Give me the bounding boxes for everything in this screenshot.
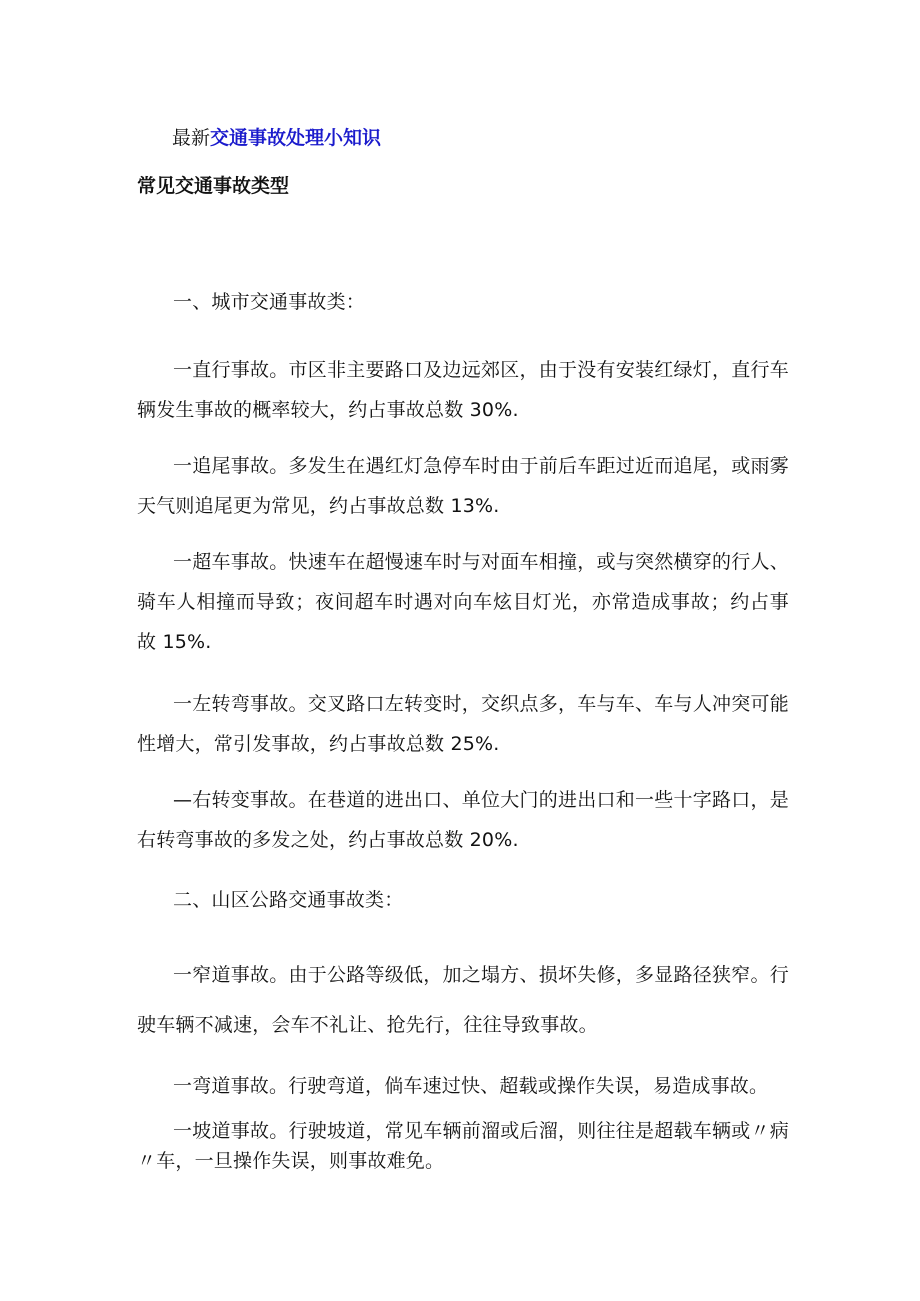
paragraph-rear-end-accident: 一追尾事故。多发生在遇红灯急停车时由于前后车距过近而追尾，或雨雾天气则追尾更为常见，约占事故总数 13%. <box>137 455 789 517</box>
paragraph-narrow-road-accident: 一窄道事故。由于公路等级低，加之塌方、损坏失修，多显路径狭窄。行驶车辆不减速，会车不礼让、抢先行，往往导致事故。 <box>137 964 789 1036</box>
paragraph-curve-accident: 一弯道事故。行驶弯道，倘车速过快、超载或操作失误，易造成事故。 <box>173 1075 769 1097</box>
paragraph-left-turn-accident: 一左转弯事故。交叉路口左转变时，交织点多，车与车、车与人冲突可能性增大，常引发事故，约占事故总数 25%. <box>137 693 789 755</box>
document-subtitle: 常见交通事故类型 <box>137 175 290 197</box>
document-title <box>172 124 381 152</box>
title-accent: 交通事故处理小知识 <box>210 127 382 149</box>
paragraph-overtaking-accident: 一超车事故。快速车在超慢速车时与对面车相撞，或与突然横穿的行人、骑车人相撞而导致；夜间超车时遇对向车炫目灯光，亦常造成事故；约占事故 15%. <box>137 551 789 653</box>
paragraph-straight-accident: 一直行事故。市区非主要路口及边远郊区，由于没有安装红绿灯，直行车辆发生事故的概率较大，约占事故总数 30%. <box>137 359 789 421</box>
paragraph-slope-accident: 一坡道事故。行驶坡道，常见车辆前溜或后溜，则往往是超载车辆或〃病〃车，一旦操作失误，则事故难免。 <box>137 1120 789 1172</box>
title-prefix: 最新 <box>172 127 211 149</box>
section-heading-urban: 一、城市交通事故类： <box>173 291 366 313</box>
section-heading-mountain: 二、山区公路交通事故类： <box>173 889 404 911</box>
paragraph-right-turn-accident: —右转变事故。在巷道的进出口、单位大门的进出口和一些十字路口，是右转弯事故的多发之处，约占事故总数 20%. <box>137 789 789 851</box>
